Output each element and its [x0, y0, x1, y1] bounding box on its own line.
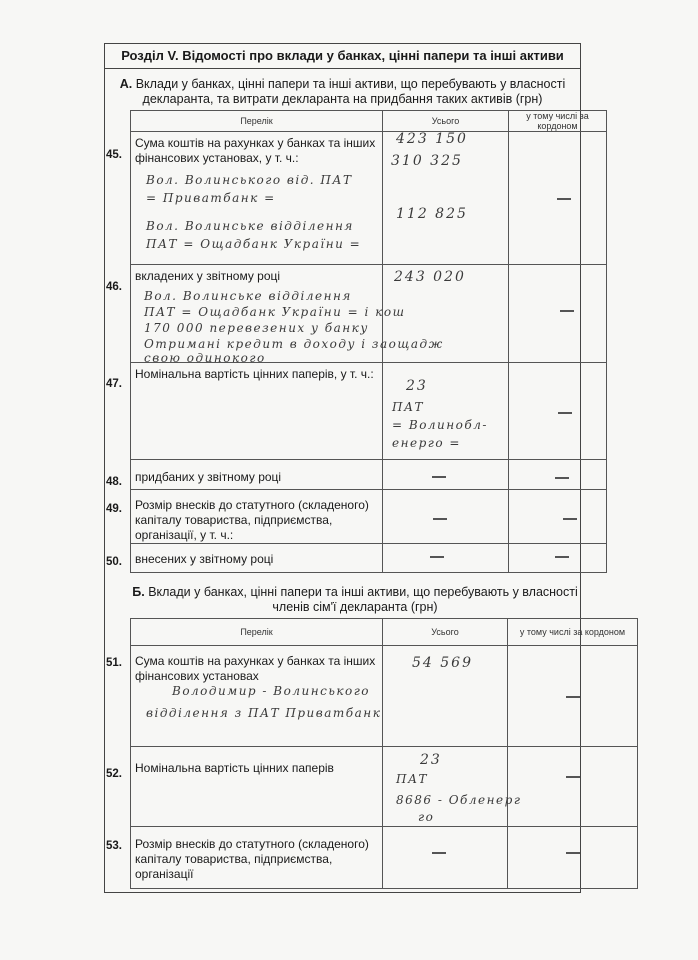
row-52-total	[383, 747, 508, 827]
hw-row-47-total: 23	[406, 378, 428, 394]
dash-row-46-abroad	[560, 310, 574, 312]
part-b-table	[130, 618, 638, 889]
row-53-label: Розмір внесків до статутного (складеного) капіталу товариства, підприємства, організації	[131, 827, 383, 889]
part-b-title-line1: Вклади у банках, цінні папери та інші активи, що перебувають у власності	[148, 585, 578, 599]
row-48-total	[383, 460, 509, 490]
row-51-label: Сума коштів на рахунках у банках та інших фінансових установах	[131, 646, 383, 747]
row-45-total	[383, 132, 509, 265]
hw-row-46-line3: 170 000 перевезених у банку	[144, 321, 369, 335]
row-50-number: 50.	[106, 556, 122, 568]
row-46-abroad	[509, 265, 607, 363]
hw-row-52-line1: ПАТ	[396, 772, 429, 786]
part-a-header-list: Перелік	[131, 111, 383, 132]
row-47-number: 47.	[106, 378, 122, 390]
hw-row-51-total: 54 569	[412, 655, 473, 671]
hw-row-45-bank1b: = Приватбанк =	[146, 191, 276, 205]
hw-row-47-line1: ПАТ	[392, 400, 425, 414]
part-a-title-line1: Вклади у банках, цінні папери та інші активи, що перебувають у власності	[135, 77, 566, 91]
row-48-number: 48.	[106, 476, 122, 488]
dash-row-50-total	[430, 556, 444, 558]
section-title: Розділ V. Відомості про вклади у банках, цінні папери та інші активи	[104, 43, 581, 69]
hw-row-46-line1: Вол. Волинське відділення	[144, 289, 352, 303]
row-49-label: Розмір внесків до статутного (складеного) капіталу товариства, підприємства, організації, у т. ч.:	[131, 490, 383, 544]
row-50-total	[383, 544, 509, 573]
dash-row-52-abroad	[566, 776, 580, 778]
hw-row-52-line3: го	[418, 810, 435, 824]
part-b-header-abroad: у тому числі за кордоном	[508, 619, 638, 646]
hw-row-46-line2: ПАТ = Ощадбанк України = і кош	[144, 305, 406, 319]
row-48-label: придбаних у звітному році	[131, 460, 383, 490]
dash-row-48-total	[432, 476, 446, 478]
row-49-total	[383, 490, 509, 544]
part-a-header-abroad: у тому числі за кордоном	[509, 111, 607, 132]
row-48-abroad	[509, 460, 607, 490]
hw-row-45-bank2a: Вол. Волинське відділення	[146, 219, 354, 233]
row-49-abroad	[509, 490, 607, 544]
hw-row-46-line5: свою одинокого	[144, 351, 266, 365]
row-46-number: 46.	[106, 281, 122, 293]
hw-row-45-bank2b: ПАТ = Ощадбанк України =	[146, 237, 362, 251]
dash-row-53-abroad	[566, 852, 580, 854]
hw-row-45-total: 423 150	[396, 131, 468, 147]
row-45-number: 45.	[106, 149, 122, 161]
hw-row-47-line2: = Волинобл-	[392, 418, 488, 432]
row-46-label: вкладених у звітному році	[131, 265, 383, 363]
part-a-letter: А.	[119, 77, 133, 91]
hw-row-52-total: 23	[420, 752, 442, 768]
dash-row-51-abroad	[566, 696, 580, 698]
row-53-total	[383, 827, 508, 889]
dash-row-50-abroad	[555, 556, 569, 558]
part-b-header-total: Усього	[383, 619, 508, 646]
hw-row-47-line3: енерго =	[392, 436, 461, 450]
row-50-abroad	[509, 544, 607, 573]
hw-row-45-sub2: 112 825	[396, 206, 468, 222]
part-b-header-list: Перелік	[131, 619, 383, 646]
row-52-abroad	[508, 747, 638, 827]
part-b-title-line2: членів сім'ї декларанта (грн)	[272, 600, 438, 614]
dash-row-48-abroad	[555, 477, 569, 479]
row-52-number: 52.	[106, 768, 122, 780]
dash-row-45-abroad	[557, 198, 571, 200]
row-53-abroad	[508, 827, 638, 889]
dash-row-49-abroad	[563, 518, 577, 520]
row-53-number: 53.	[106, 840, 122, 852]
hw-row-45-bank1a: Вол. Волинського від. ПАТ	[146, 173, 353, 187]
hw-row-51-line2: відділення з ПАТ Приватбанк	[146, 706, 382, 720]
row-49-number: 49.	[106, 503, 122, 515]
hw-row-46-line4: Отримані кредит в доходу і заощадж	[144, 337, 444, 351]
hw-row-51-line1: Володимир - Волинського	[172, 684, 371, 698]
dash-row-49-total	[433, 518, 447, 520]
row-52-label: Номінальна вартість цінних паперів	[131, 747, 383, 827]
row-51-number: 51.	[106, 657, 122, 669]
dash-row-53-total	[432, 852, 446, 854]
part-b-title	[110, 585, 600, 615]
part-a-title-line2: декларанта, та витрати декларанта на придбання таких активів (грн)	[142, 92, 543, 106]
row-47-abroad	[509, 363, 607, 460]
row-50-label: внесених у звітному році	[131, 544, 383, 573]
hw-row-45-sub1: 310 325	[391, 153, 463, 169]
part-b-letter: Б.	[132, 585, 145, 599]
dash-row-47-abroad	[558, 412, 572, 414]
row-47-label: Номінальна вартість цінних паперів, у т. ч.:	[131, 363, 383, 460]
hw-row-52-line2: 8686 - Обленерг	[396, 793, 522, 807]
part-a-header-total: Усього	[383, 111, 509, 132]
part-a-title	[110, 77, 575, 107]
hw-row-46-total: 243 020	[394, 269, 466, 285]
row-45-label: Сума коштів на рахунках у банках та інших фінансових установах, у т. ч.:	[131, 132, 383, 265]
